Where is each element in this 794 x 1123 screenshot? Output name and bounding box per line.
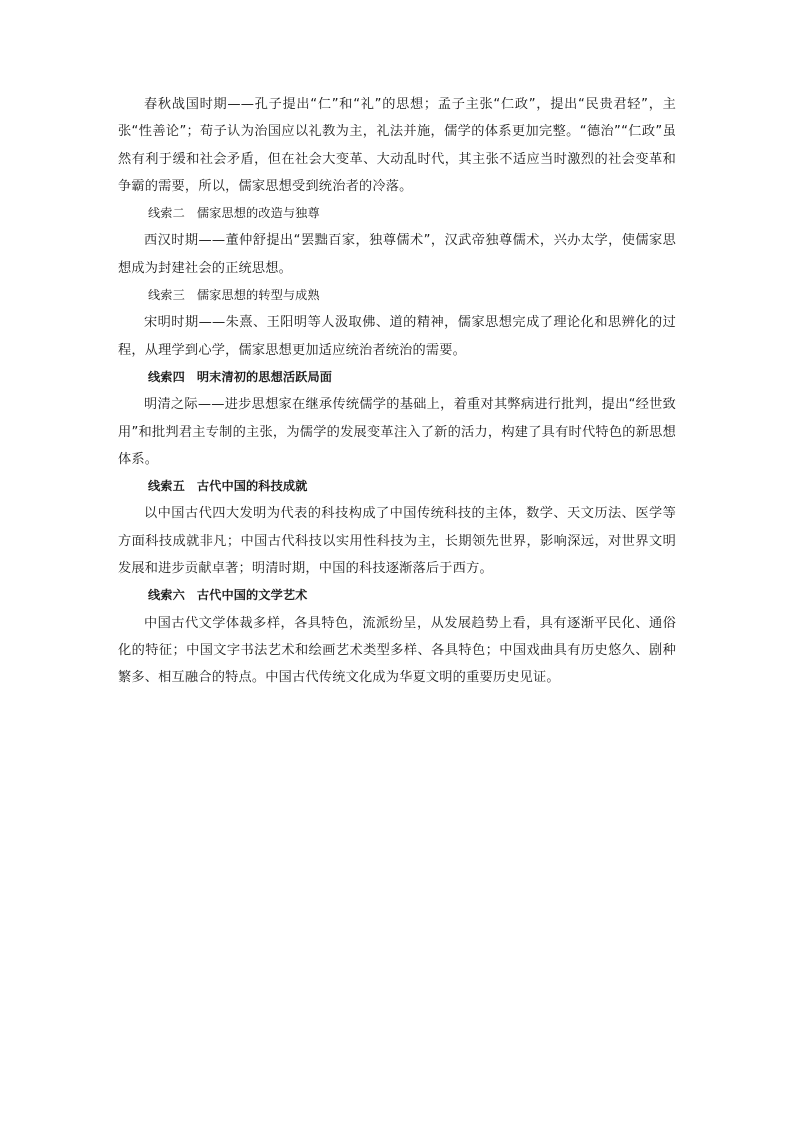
paragraph-science-tech: 以中国古代四大发明为代表的科技构成了中国传统科技的主体，数学、天文历法、医学等方面科技成就非凡；中国古代科技以实用性科技为主，长期领先世界，影响深远，对世界文明发展和进步贡献卓著；明清时期，中国的科技逐渐落后于西方。 bbox=[118, 506, 676, 577]
section-heading-2 bbox=[118, 200, 676, 227]
section-heading-4 bbox=[118, 364, 676, 391]
section-heading-6 bbox=[118, 582, 676, 609]
heading-label: 线索六 bbox=[148, 588, 185, 603]
heading-title: 儒家思想的转型与成熟 bbox=[196, 288, 320, 303]
paragraph-ming-qing: 明清之际——进步思想家在继承传统儒学的基础上，着重对其弊病进行批判，提出“经世致用”和批判君主专制的主张，为儒学的发展变革注入了新的活力，构建了具有时代特色的新思想体系。 bbox=[118, 397, 676, 467]
heading-label: 线索五 bbox=[148, 479, 185, 494]
heading-title: 古代中国的科技成就 bbox=[196, 479, 308, 494]
paragraph-literature-art: 中国古代文学体裁多样，各具特色，流派纷呈，从发展趋势上看，具有逐渐平民化、通俗化的特征；中国文字书法艺术和绘画艺术类型多样、各具特色；中国戏曲具有历史悠久、剧种繁多、相互融合的特点。中国古代传统文化成为华夏文明的重要历史见证。 bbox=[118, 615, 676, 686]
section-heading-5 bbox=[118, 473, 676, 500]
heading-label: 线索三 bbox=[148, 288, 185, 303]
paragraph-song-ming: 宋明时期——朱熹、王阳明等人汲取佛、道的精神，儒家思想完成了理论化和思辨化的过程，从理学到心学，儒家思想更加适应统治者统治的需要。 bbox=[118, 315, 676, 358]
heading-title: 古代中国的文学艺术 bbox=[196, 588, 308, 603]
heading-label: 线索二 bbox=[148, 206, 185, 221]
heading-label: 线索四 bbox=[148, 369, 185, 384]
document-page bbox=[118, 91, 676, 692]
paragraph-western-han: 西汉时期——董仲舒提出“罢黜百家，独尊儒术”，汉武帝独尊儒术，兴办太学，使儒家思想成为封建社会的正统思想。 bbox=[118, 233, 676, 276]
heading-title: 儒家思想的改造与独尊 bbox=[196, 206, 320, 221]
paragraph-spring-autumn: 春秋战国时期——孔子提出“仁”和“礼”的思想；孟子主张“仁政”，提出“民贵君轻”，主张“性善论”；荀子认为治国应以礼教为主，礼法并施，儒学的体系更加完整。“德治”“仁政”虽然有利于缓和社会矛盾，但在社会大变革、大动乱时代，其主张不适应当时激烈的社会变革和争霸的需要，所以，儒家思想受到统治者的冷落。 bbox=[118, 97, 676, 194]
section-heading-3 bbox=[118, 282, 676, 309]
heading-title: 明末清初的思想活跃局面 bbox=[196, 369, 333, 384]
